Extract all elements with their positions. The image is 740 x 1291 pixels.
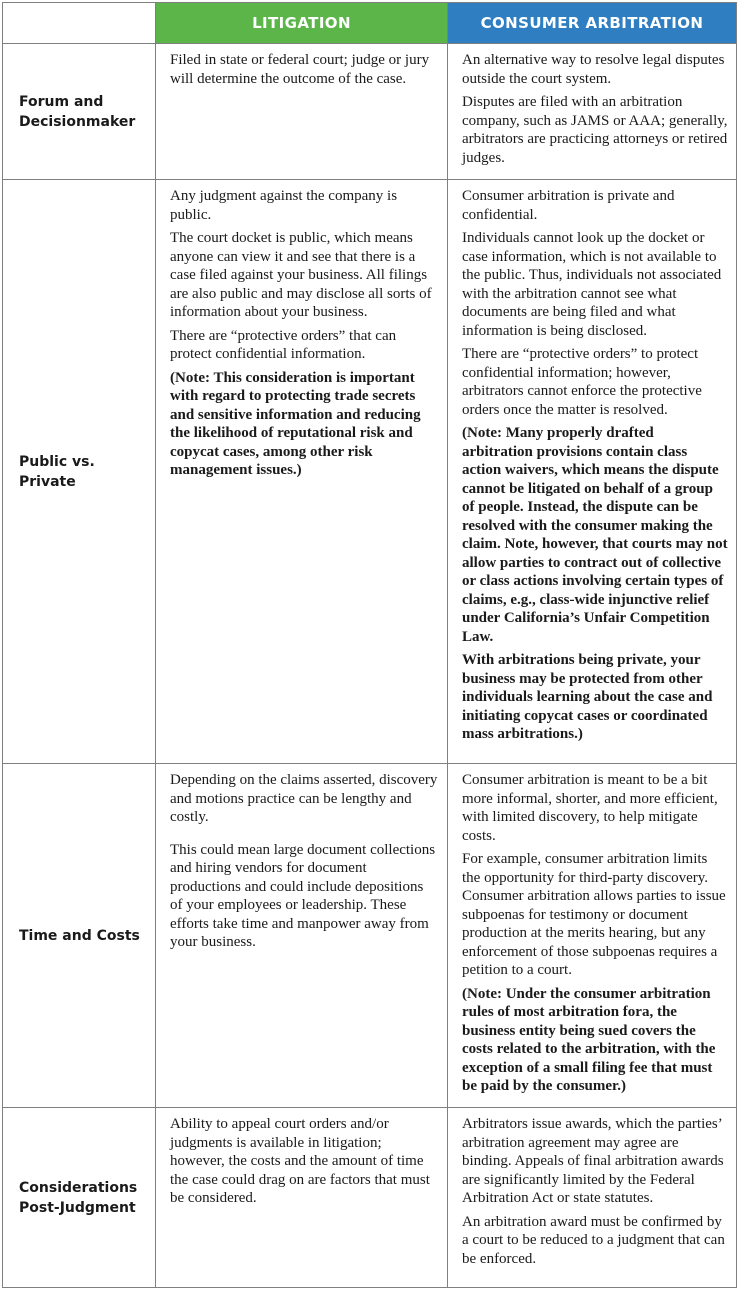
cell-note: With arbitrations being private, your business may be protected from other individuals learning about the case and initiating copycat cases or coordinated mass arbitrations.) bbox=[462, 652, 713, 742]
cell-note: (Note: Many properly drafted arbitration provisions contain class action waivers, which means the dispute cannot be litigated on behalf of a group of people. Instead, the dispute can be resolved with the consumer making the claim. Note, however, that courts may not allow parties to contract out of collective or class actions involving certain types of claims, e.g., class-wide injunctive relief under California’s Unfair Competition Law. bbox=[462, 425, 728, 645]
header-row bbox=[3, 3, 737, 44]
header-consumer-arbitration: CONSUMER ARBITRATION bbox=[448, 3, 737, 44]
cell-paragraph: Individuals cannot look up the docket or case information, which is not available to the public. Thus, individuals not associated with the arbitration cannot see what documents are being filed and what information is being disclosed. bbox=[462, 230, 722, 339]
row-label bbox=[3, 1108, 156, 1288]
row-label bbox=[3, 180, 156, 764]
row-label-line: Decisionmaker bbox=[19, 113, 136, 130]
cell-paragraph: Consumer arbitration is meant to be a bit more informal, shorter, and more efficient, with limited discovery, to help mitigate costs. bbox=[462, 772, 718, 844]
cell-paragraph: An alternative way to resolve legal disputes outside the court system. bbox=[462, 52, 725, 87]
litigation-cell bbox=[156, 44, 448, 180]
litigation-cell bbox=[156, 764, 448, 1108]
cell-paragraph: The court docket is public, which means anyone can view it and see that there is a case filed against your business. All filings are also public and may disclose all sorts of information about your business. bbox=[170, 230, 432, 320]
arbitration-cell bbox=[448, 764, 737, 1108]
row-label-line: Forum and bbox=[19, 93, 104, 110]
cell-paragraph: Consumer arbitration is private and confidential. bbox=[462, 188, 675, 223]
cell-paragraph: For example, consumer arbitration limits the opportunity for third-party discovery. Consumer arbitration allows parties to issue subpoenas for testimony or document production at the merits hearing, but any enforcement of those subpoenas requires a petition to a court. bbox=[462, 851, 726, 978]
cell-note: (Note: This consideration is important with regard to protecting trade secrets and sensitive information and reducing the likelihood of reputational risk and copycat cases, among other risk management issues.) bbox=[170, 369, 421, 478]
row-label-line: Post-Judgment bbox=[19, 1199, 136, 1216]
cell-paragraph: Arbitrators issue awards, which the parties’ arbitration agreement may agree are binding. Appeals of final arbitration awards are significantly limited by the Federal Arbitration Act or state statutes. bbox=[462, 1116, 724, 1206]
litigation-cell bbox=[156, 180, 448, 764]
cell-paragraph: Ability to appeal court orders and/or judgments is available in litigation; however, the costs and the amount of time the case could drag on are factors that must be considered. bbox=[170, 1116, 430, 1206]
row-label bbox=[3, 764, 156, 1108]
header-litigation: LITIGATION bbox=[156, 3, 448, 44]
comparison-table bbox=[2, 2, 737, 1288]
arbitration-cell bbox=[448, 1108, 737, 1288]
row-label-line: Public vs. Private bbox=[19, 453, 95, 490]
row-forum bbox=[3, 44, 737, 180]
cell-paragraph: Any judgment against the company is public. bbox=[170, 188, 398, 223]
row-label-line: Considerations bbox=[19, 1179, 138, 1196]
row-label-line: Time and Costs bbox=[19, 927, 140, 944]
cell-paragraph: Disputes are filed with an arbitration company, such as JAMS or AAA; generally, arbitrators are practicing attorneys or retired judges. bbox=[462, 94, 728, 166]
cell-paragraph: An arbitration award must be confirmed by a court to be reduced to a judgment that can be enforced. bbox=[462, 1213, 725, 1267]
arbitration-cell bbox=[448, 180, 737, 764]
cell-paragraph: Depending on the claims asserted, discovery and motions practice can be lengthy and costly. bbox=[170, 772, 438, 825]
row-public-private bbox=[3, 180, 737, 764]
litigation-cell bbox=[156, 1108, 448, 1288]
cell-paragraph: There are “protective orders” that can protect confidential information. bbox=[170, 327, 397, 362]
row-time-costs bbox=[3, 764, 737, 1108]
cell-paragraph: Filed in state or federal court; judge or jury will determine the outcome of the case. bbox=[170, 52, 430, 87]
arbitration-cell bbox=[448, 44, 737, 180]
cell-paragraph: There are “protective orders” to protect confidential information; however, arbitrators cannot enforce the protective orders once the matter is resolved. bbox=[462, 346, 702, 418]
header-empty-cell bbox=[3, 3, 156, 44]
cell-paragraph: This could mean large document collections and hiring vendors for document productions and could include depositions of your employees or leadership. These efforts take time and manpower away from your business. bbox=[170, 841, 436, 950]
row-post-judgment bbox=[3, 1108, 737, 1288]
cell-note: (Note: Under the consumer arbitration rules of most arbitration fora, the business entity being sued covers the costs related to the arbitration, with the exception of a small filing fee that must be paid by the consumer.) bbox=[462, 985, 716, 1094]
row-label bbox=[3, 44, 156, 180]
